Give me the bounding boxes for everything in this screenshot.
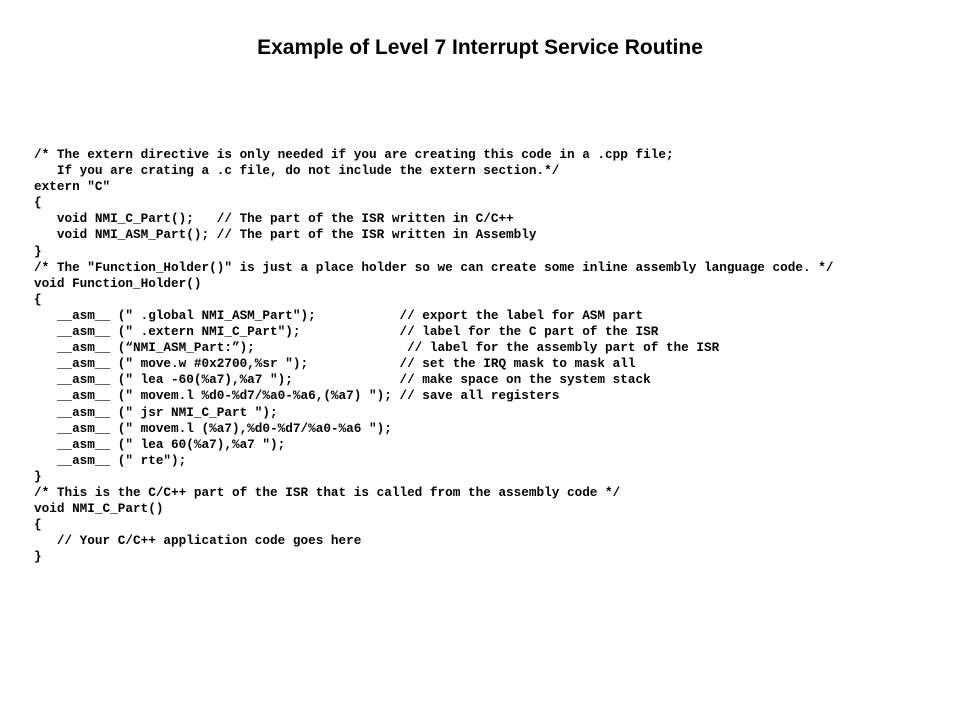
code-line: __asm__ (" .global NMI_ASM_Part"); // export the label for ASM part — [34, 307, 644, 323]
code-line: void NMI_C_Part() — [34, 501, 164, 517]
code-line: } — [34, 243, 42, 259]
code-line: } — [34, 468, 42, 484]
code-line: __asm__ (" rte"); — [34, 452, 187, 468]
code-line: __asm__ (" movem.l %d0-%d7/%a0-%a6,(%a7) "); // save all registers — [34, 388, 560, 404]
code-line: { — [34, 291, 42, 307]
code-line: __asm__ (" movem.l (%a7),%d0-%d7/%a0-%a6 "); — [34, 420, 392, 436]
code-line: /* The "Function_Holder()" is just a place holder so we can create some inline assembly language code. */ — [34, 259, 834, 275]
code-line: __asm__ (“NMI_ASM_Part:”); // label for the assembly part of the ISR — [34, 340, 720, 356]
code-line: { — [34, 195, 42, 211]
code-line: void NMI_C_Part(); // The part of the ISR written in C/C++ — [34, 211, 514, 227]
code-line: __asm__ (" lea -60(%a7),%a7 "); // make space on the system stack — [34, 372, 651, 388]
code-line: { — [34, 517, 42, 533]
code-line: __asm__ (" move.w #0x2700,%sr "); // set the IRQ mask to mask all — [34, 356, 636, 372]
code-line: If you are crating a .c file, do not include the extern section.*/ — [34, 163, 560, 179]
code-line: /* This is the C/C++ part of the ISR that is called from the assembly code */ — [34, 484, 621, 500]
code-line: /* The extern directive is only needed if you are creating this code in a .cpp file; — [34, 147, 674, 162]
slide-title: Example of Level 7 Interrupt Service Routine — [257, 36, 703, 59]
code-line: extern "C" — [34, 179, 111, 195]
code-line: __asm__ (" .extern NMI_C_Part"); // label for the C part of the ISR — [34, 324, 659, 340]
code-line: } — [34, 549, 42, 565]
code-line: void Function_Holder() — [34, 275, 202, 291]
code-listing — [34, 147, 833, 565]
code-line: __asm__ (" lea 60(%a7),%a7 "); — [34, 436, 286, 452]
code-line: // Your C/C++ application code goes here — [34, 533, 362, 549]
code-line: void NMI_ASM_Part(); // The part of the ISR written in Assembly — [34, 227, 537, 243]
code-line: __asm__ (" jsr NMI_C_Part "); — [34, 404, 278, 420]
